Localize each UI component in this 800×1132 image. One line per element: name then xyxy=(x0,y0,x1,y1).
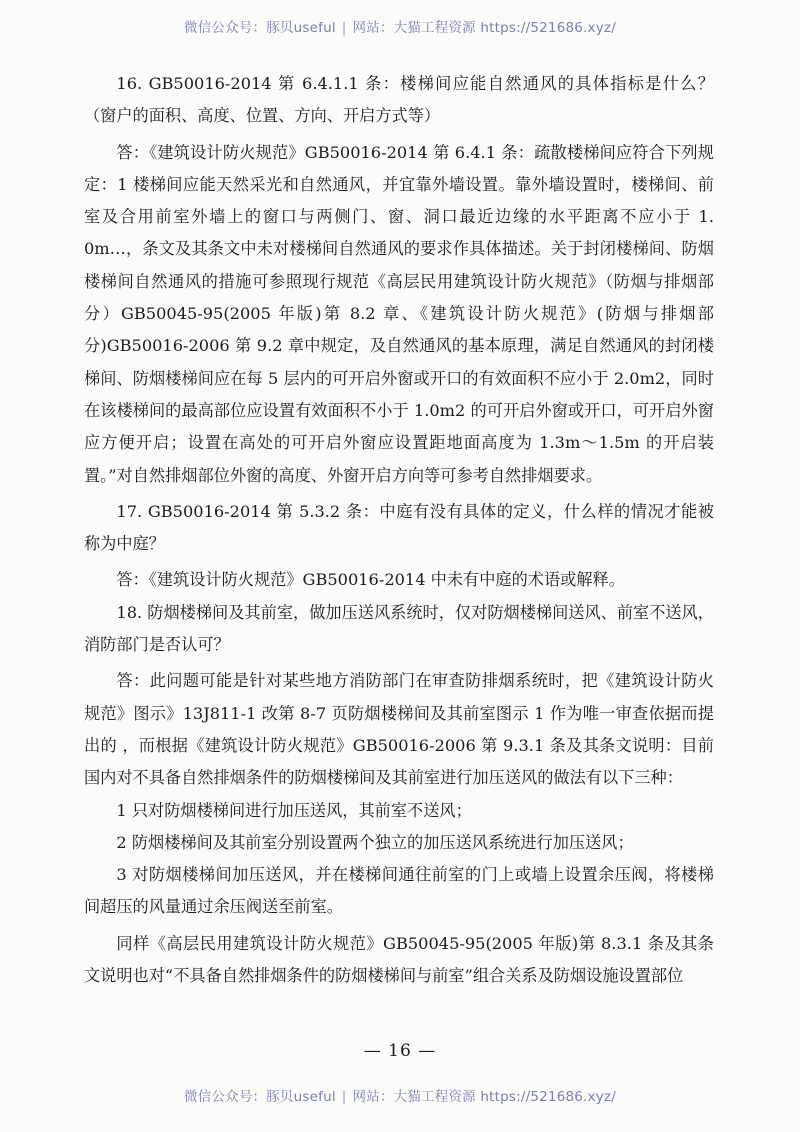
question-17: 17. GB50016-2014 第 5.3.2 条：中庭有没有具体的定义，什么样的情况才能被称为中庭？ xyxy=(84,501,714,554)
question-16: 16. GB50016-2014 第 6.4.1.1 条：楼梯间应能自然通风的具体指标是什么？（窗户的面积、高度、位置、方向、开启方式等） xyxy=(84,74,714,126)
answer-18-item-1: 1 只对防烟楼梯间进行加压送风，其前室不送风； xyxy=(116,800,472,820)
watermark-top xyxy=(0,16,800,36)
page-number: — 16 — xyxy=(363,1041,437,1061)
answer-18-item-3: 3 对防烟楼梯间加压送风，并在楼梯间通往前室的门上或墙上设置余压阀，将楼梯间超压的风量通过余压阀送至前室。 xyxy=(84,865,714,917)
answer-18-item-2: 2 防烟楼梯间及其前室分别设置两个独立的加压送风系统进行加压送风； xyxy=(116,832,634,852)
watermark-separator: | xyxy=(341,1089,347,1105)
watermark-bottom xyxy=(0,1085,800,1105)
watermark-right: 网站：大猫工程资源 https://521686.xyz/ xyxy=(352,1089,616,1105)
watermark-right: 网站：大猫工程资源 https://521686.xyz/ xyxy=(352,20,616,36)
document-body xyxy=(84,68,714,992)
answer-18-continued: 同样《高层民用建筑设计防火规范》GB50045-95(2005 年版)第 8.3.1 条及其条文说明也对“不具备自然排烟条件的防烟楼梯间与前室”组合关系及防烟设施设置部位 xyxy=(84,933,714,986)
watermark-left: 微信公众号：豚贝useful xyxy=(184,1089,336,1105)
answer-16: 答：《建筑设计防火规范》GB50016-2014 第 6.4.1 条：疏散楼梯间应符合下列规定：1 楼梯间应能天然采光和自然通风，并宜靠外墙设置。靠外墙设置时，楼梯间、前室及合用前室外墙上的窗口与两侧门、窗、洞口最近边缘的水平距离不应小于 1. 0m…，条文及其条文中未对楼梯间自然通风的要求作具体描述。关于封闭楼梯间、防烟楼梯间自然通风的措施可参照现行规范《高层民用建筑设计防火规范》（防烟与排烟部分）GB50045-95(2005 年版)第 8.2 章、《建筑设计防火规范》(防烟与排烟部分)GB50016-2006 第 9.2 章中规定，及自然通风的基本原理，满足自然通风的封闭楼梯间、防烟楼梯间应在每 5 层内的可开启外窗或开口的有效面积不应小于 2.0m2，同时在该楼梯间的最高部位应设置有效面积不小于 1.0m2 的可开启外窗或开口，可开启外窗应方便开启；设置在高处的可开启外窗应设置距地面高度为 1.3m～1.5m 的开启装置。”对自然排烟部位外窗的高度、外窗开启方向等可参考自然排烟要求。 xyxy=(84,142,714,485)
watermark-separator: | xyxy=(341,20,347,36)
answer-17: 答：《建筑设计防火规范》GB50016-2014 中未有中庭的术语或解释。 xyxy=(116,570,625,590)
answer-18: 答：此问题可能是针对某些地方消防部门在审查防排烟系统时，把《建筑设计防火规范》图示》13J811-1 改第 8-7 页防烟楼梯间及其前室图示 1 作为唯一审查依据而提出的 ，而根据《建筑设计防火规范》GB50016-2006 第 9.3.1 条及其条文说明：目前国内对不具备自然排烟条件的防烟楼梯间及其前室进行加压送风的做法有以下三种： xyxy=(84,671,714,788)
watermark-left: 微信公众号：豚贝useful xyxy=(184,20,336,36)
question-18: 18. 防烟楼梯间及其前室，做加压送风系统时，仅对防烟楼梯间送风、前室不送风，消防部门是否认可？ xyxy=(84,602,714,655)
